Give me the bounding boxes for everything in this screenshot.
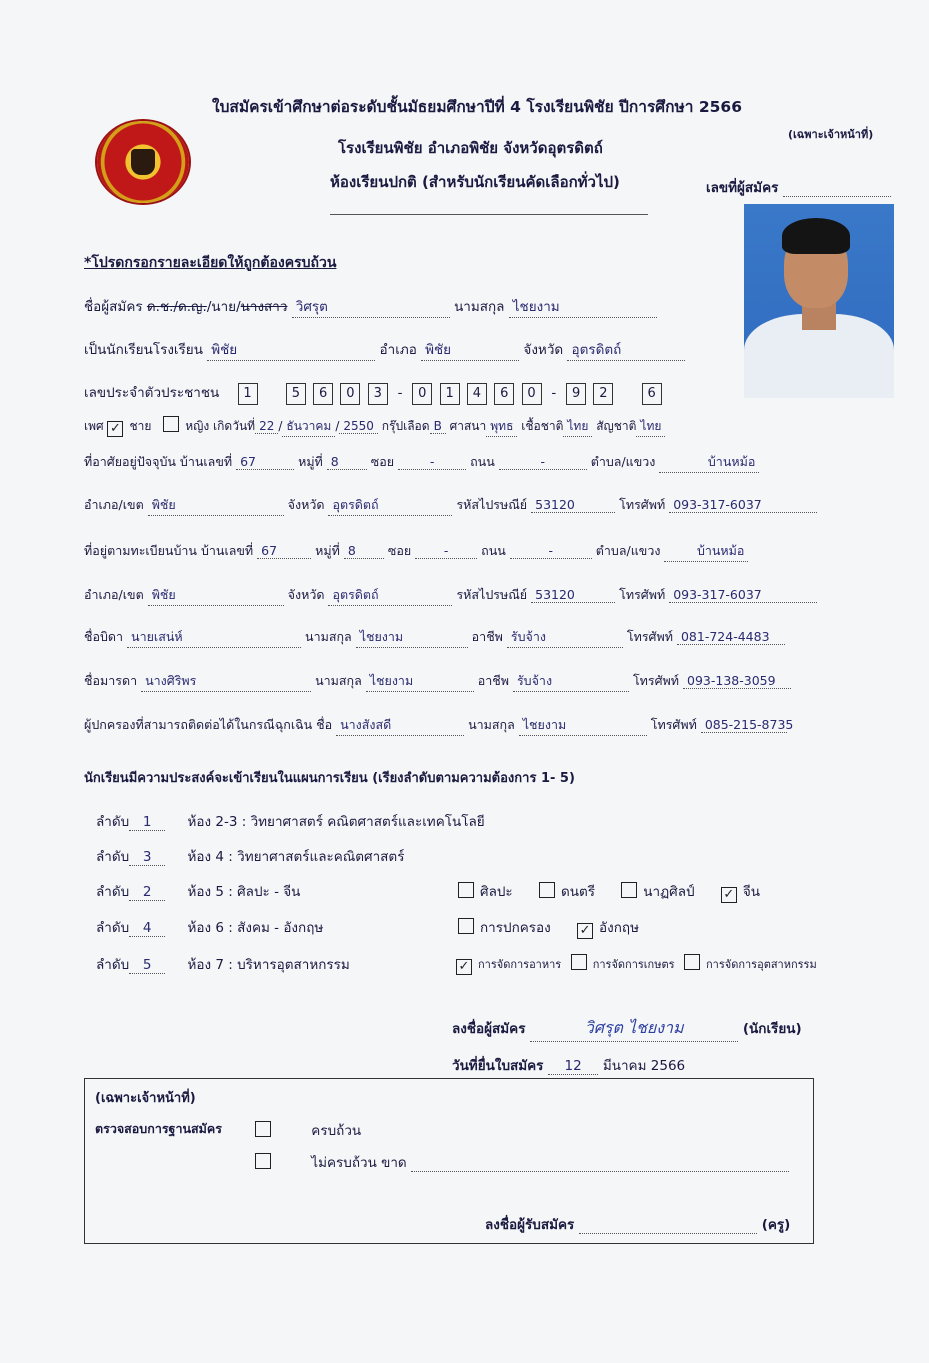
plan-room-2: ห้อง 4 : วิทยาศาสตร์และคณิตศาสตร์ [187,849,405,865]
surname-field[interactable]: ไชยงาม [509,295,657,318]
reg-province[interactable]: อุตรดิตถ์ [328,585,452,606]
guardian-name[interactable]: นางสังสดี [336,715,464,736]
current-province[interactable]: อุตรดิตถ์ [328,495,452,516]
id-digit[interactable]: 3 [368,383,388,405]
header-divider [330,214,648,215]
plan-row-4: ลำดับ 4 ห้อง 6 : สังคม - อังกฤษ [96,920,324,936]
option-art-checkbox[interactable] [458,882,474,898]
reg-road[interactable]: - [510,543,592,559]
id-digit[interactable]: 0 [412,383,432,405]
guardian-phone[interactable]: 085-215-8735 [701,717,787,733]
complete-row: ครบถ้วน [255,1119,361,1141]
incomplete-checkbox[interactable] [255,1153,271,1169]
female-checkbox[interactable] [163,416,179,432]
registered-address-row-1: ที่อยู่ตามทะเบียนบ้าน บ้านเลขที่ 67 หมู่ที่ 8 ซอย - ถนน - ตำบล/แขวง บ้านหม้อ [84,541,748,562]
id-digit[interactable]: 1 [440,383,460,405]
name-row: ชื่อผู้สมัคร ด.ช./ด.ญ./นาย/นางสาว วิศรุต นามสกุล ไชยงาม [84,295,657,318]
option-agri-mgmt-checkbox[interactable] [571,954,587,970]
national-id-row: เลขประจำตัวประชาชน 1 5 6 0 3 - 0 1 4 6 0 - 9 2 6 [84,381,665,405]
father-name[interactable]: นายเสน่ห์ [127,627,301,648]
current-house-no[interactable]: 67 [236,454,294,470]
sex-birth-row: เพศ ✓ ชาย หญิง เกิดวันที่ 22 / ธันวาคม / 2550 กรุ๊ปเลือด B ศาสนา พุทธ เชื้อชาติ ไทย สัญชาติ ไทย [84,416,665,437]
staff-title: (เฉพาะเจ้าหน้าที่) [95,1091,196,1106]
id-digit[interactable]: 6 [313,383,333,405]
id-digit[interactable]: 2 [593,383,613,405]
religion-field[interactable]: พุทธ [486,417,517,437]
current-road[interactable]: - [499,454,587,470]
form-title: ใบสมัครเข้าศึกษาต่อระดับชั้นมัธยมศึกษาปีที่ 4 โรงเรียนพิชัย ปีการศึกษา 2566 [212,98,742,116]
class-line: ห้องเรียนปกติ (สำหรับนักเรียนคัดเลือกทั่วไป) [330,173,620,191]
id-digit[interactable]: 4 [467,383,487,405]
id-digit[interactable]: 6 [642,383,662,405]
reg-moo[interactable]: 8 [344,543,384,559]
current-moo[interactable]: 8 [327,454,367,470]
option-music-checkbox[interactable] [539,882,555,898]
room6-options: การปกครอง ✓ อังกฤษ [458,916,639,939]
blood-field[interactable]: B [430,419,446,434]
reg-soi[interactable]: - [415,543,477,559]
id-digit[interactable]: 0 [522,383,542,405]
id-digit[interactable]: 0 [340,383,360,405]
plan-room-5: ห้อง 7 : บริหารอุตสาหกรรม [187,957,350,973]
plans-heading: นักเรียนมีความประสงค์จะเข้าเรียนในแผนการเรียน (เรียงลำดับตามความต้องการ 1- 5) [84,771,575,786]
mother-job[interactable]: รับจ้าง [513,671,629,692]
option-chinese-checkbox[interactable]: ✓ [721,887,737,903]
submit-date-row: วันที่ยื่นใบสมัคร 12 มีนาคม 2566 [452,1058,686,1074]
current-address-row-2: อำเภอ/เขต พิชัย จังหวัด อุตรดิตถ์ รหัสไปรษณีย์ 53120 โทรศัพท์ 093-317-6037 [84,495,817,516]
current-address-row-1: ที่อาศัยอยู่ปัจจุบัน บ้านเลขที่ 67 หมู่ที่ 8 ซอย - ถนน - ตำบล/แขวง บ้านหม้อ [84,452,759,473]
signature-row: ลงชื่อผู้สมัคร วิศรุต ไชยงาม (นักเรียน) [452,1016,802,1042]
option-dance-checkbox[interactable] [621,882,637,898]
room7-options: ✓ การจัดการอาหาร การจัดการเกษตร การจัดการอุตสาหกรรม [456,954,817,975]
plan-row-3: ลำดับ 2 ห้อง 5 : ศิลปะ - จีน [96,884,301,900]
missing-field[interactable] [411,1155,789,1172]
applicant-number[interactable] [706,176,891,198]
plan-order-4[interactable]: 4 [129,920,165,937]
applicant-signature[interactable]: วิศรุต ไชยงาม [530,1016,738,1042]
current-postcode[interactable]: 53120 [531,497,615,513]
reg-house-no[interactable]: 67 [257,543,311,559]
option-governance-checkbox[interactable] [458,918,474,934]
plan-room-4: ห้อง 6 : สังคม - อังกฤษ [187,920,324,936]
current-subdistrict[interactable]: บ้านหม้อ [659,452,759,473]
reg-postcode[interactable]: 53120 [531,587,615,603]
current-district[interactable]: พิชัย [148,495,284,516]
id-digit[interactable]: 5 [286,383,306,405]
school-row: เป็นนักเรียนโรงเรียน พิชัย อำเภอ พิชัย จังหวัด อุตรดิตถ์ [84,338,685,361]
father-job[interactable]: รับจ้าง [507,627,623,648]
registered-address-row-2: อำเภอ/เขต พิชัย จังหวัด อุตรดิตถ์ รหัสไปรษณีย์ 53120 โทรศัพท์ 093-317-6037 [84,585,817,606]
race-field[interactable]: ไทย [563,417,592,437]
plan-room-1: ห้อง 2-3 : วิทยาศาสตร์ คณิตศาสตร์และเทคโนโลยี [187,814,485,830]
guardian-surname[interactable]: ไชยงาม [519,715,647,736]
staff-section [84,1078,814,1244]
reg-district[interactable]: พิชัย [148,585,284,606]
option-food-mgmt-checkbox[interactable]: ✓ [456,959,472,975]
plan-row-2: ลำดับ 3 ห้อง 4 : วิทยาศาสตร์และคณิตศาสตร์ [96,849,405,865]
reg-phone[interactable]: 093-317-6037 [669,587,817,603]
plan-row-5: ลำดับ 5 ห้อง 7 : บริหารอุตสาหกรรม [96,957,350,973]
birth-day-field[interactable]: 22 [255,419,278,434]
applicant-photo [744,204,894,398]
mother-surname[interactable]: ไชยงาม [366,671,474,692]
option-english-checkbox[interactable]: ✓ [577,923,593,939]
id-digit[interactable]: 6 [494,383,514,405]
birth-year-field[interactable]: 2550 [339,419,378,434]
guardian-row: ผู้ปกครองที่สามารถติดต่อได้ในกรณีฉุกเฉิน ชื่อ นางสังสดี นามสกุล ไชยงาม โทรศัพท์ 085-215-8735 [84,715,787,736]
room5-options: ศิลปะ ดนตรี นาฏศิลป์ ✓ จีน [458,880,760,903]
school-line: โรงเรียนพิชัย อำเภอพิชัย จังหวัดอุตรดิตถ์ [338,139,603,157]
mother-phone[interactable]: 093-138-3059 [683,673,791,689]
birth-month-field[interactable]: ธันวาคม [282,417,335,437]
staff-check-label: ตรวจสอบการฐานสมัคร [95,1121,222,1136]
father-surname[interactable]: ไชยงาม [356,627,468,648]
id-digit[interactable]: 9 [566,383,586,405]
receiver-signature[interactable] [579,1217,757,1234]
applicant-number-field[interactable] [783,180,891,197]
incomplete-row: ไม่ครบถ้วน ขาด [255,1151,789,1173]
plan-order-5[interactable]: 5 [129,957,165,974]
school-district-field[interactable]: พิชัย [421,338,519,361]
current-soi[interactable]: - [398,454,466,470]
plan-room-3: ห้อง 5 : ศิลปะ - จีน [187,884,301,900]
plan-order-2[interactable]: 3 [129,849,165,866]
id-digit[interactable]: 1 [238,383,258,405]
plan-order-1[interactable]: 1 [129,814,165,831]
instruction: *โปรดกรอกรายละเอียดให้ถูกต้องครบถ้วน [84,255,337,271]
title-struck-2: นางสาว [240,299,288,315]
plan-row-1: ลำดับ 1 ห้อง 2-3 : วิทยาศาสตร์ คณิตศาสตร์และเทคโนโลยี [96,814,485,830]
school-seal-icon [97,121,189,203]
school-province-field[interactable]: อุตรดิตถ์ [567,338,685,361]
option-industry-mgmt-checkbox[interactable] [684,954,700,970]
complete-checkbox[interactable] [255,1121,271,1137]
staff-only-note: (เฉพาะเจ้าหน้าที่) [788,128,874,141]
plan-order-3[interactable]: 2 [129,884,165,901]
applicant-number-label: เลขที่ผู้สมัคร [706,180,779,196]
school-field[interactable]: พิชัย [207,338,375,361]
reg-subdistrict[interactable]: บ้านหม้อ [664,541,748,562]
male-checkbox[interactable]: ✓ [107,421,123,437]
title-struck-1: ด.ช./ด.ญ. [146,299,207,315]
current-phone[interactable]: 093-317-6037 [669,497,817,513]
mother-row: ชื่อมารดา นางศิริพร นามสกุล ไชยงาม อาชีพ รับจ้าง โทรศัพท์ 093-138-3059 [84,671,791,692]
mother-name[interactable]: นางศิริพร [141,671,311,692]
nationality-field[interactable]: ไทย [636,417,665,437]
submit-day[interactable]: 12 [548,1058,598,1075]
father-row: ชื่อบิดา นายเสน่ห์ นามสกุล ไชยงาม อาชีพ รับจ้าง โทรศัพท์ 081-724-4483 [84,627,785,648]
receiver-row: ลงชื่อผู้รับสมัคร (ครู) [485,1217,791,1233]
first-name-field[interactable]: วิศรุต [292,295,450,318]
father-phone[interactable]: 081-724-4483 [677,629,785,645]
